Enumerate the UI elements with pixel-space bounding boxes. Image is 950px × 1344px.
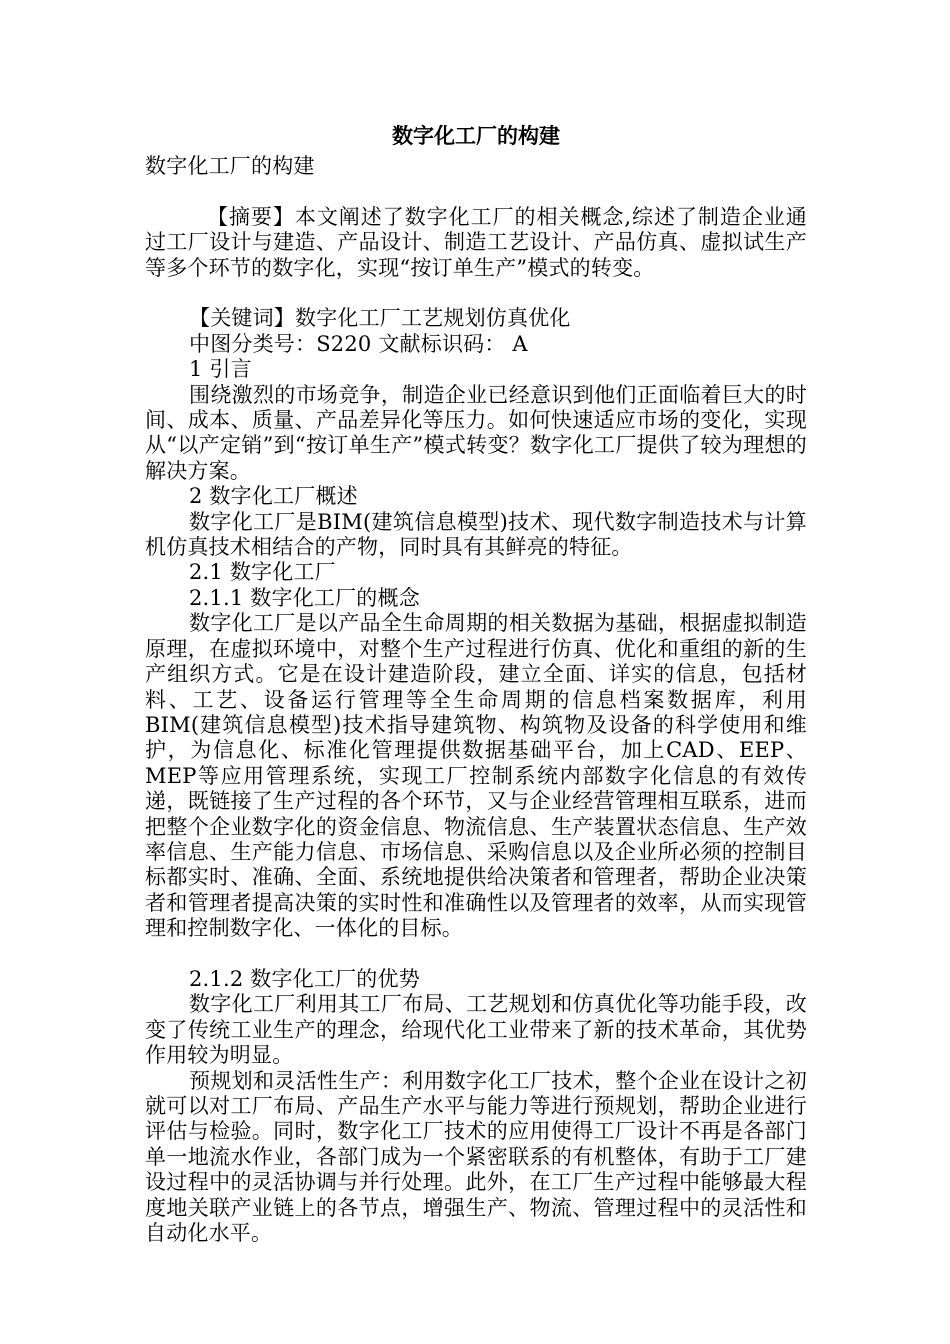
section-2-1-2-heading: 2.1.2 数字化工厂的优势 [189,966,420,991]
blank-line [145,942,807,967]
section-1-heading: 1 引言 [189,357,252,382]
section-2-paragraph: 数字化工厂是BIM(建筑信息模型)技术、现代数字制造技术与计算机仿真技术相结合的产物，同时具有其鲜亮的特征。 [145,509,807,560]
section-2-1-heading: 2.1 数字化工厂 [189,560,336,585]
abstract-paragraph: 【摘要】本文阐述了数字化工厂的相关概念,综述了制造企业通过工厂设计与建造、产品设计、制造工艺设计、产品仿真、虚拟试生产等多个环节的数字化，实现“按订单生产”模式的转变。 [145,204,807,280]
blank-line [145,281,807,306]
section-2-1-1-heading: 2.1.1 数字化工厂的概念 [189,585,420,610]
document-subtitle: 数字化工厂的构建 [145,154,315,178]
document-title: 数字化工厂的构建 [392,124,560,148]
blank-line [145,179,807,204]
document-page [145,118,807,1246]
section-2-1-2-paragraph-2: 预规划和灵活性生产：利用数字化工厂技术，整个企业在设计之初就可以对工厂布局、产品生产水平与能力等进行预规划，帮助企业进行评估与检验。同时，数字化工厂技术的应用使得工厂设计不再是各部门单一地流水作业，各部门成为一个紧密联系的有机整体，有助于工厂建设过程中的灵活协调与并行处理。此外，在工厂生产过程中能够最大程度地关联产业链上的各节点，增强生产、物流、管理过程中的灵活性和自动化水平。 [145,1068,807,1246]
section-1-paragraph: 围绕激烈的市场竞争，制造企业已经意识到他们正面临着巨大的时间、成本、质量、产品差异化等压力。如何快速适应市场的变化，实现从“以产定销”到“按订单生产”模式转变？数字化工厂提供了较为理想的解决方案。 [145,382,807,483]
section-2-heading: 2 数字化工厂概述 [189,484,358,509]
classification-line: 中图分类号：S220 文献标识码： A [189,331,528,356]
section-2-1-1-paragraph: 数字化工厂是以产品全生命周期的相关数据为基础，根据虚拟制造原理，在虚拟环境中，对整个生产过程进行仿真、优化和重组的新的生产组织方式。它是在设计建造阶段，建立全面、详实的信息，包括材料、工艺、设备运行管理等全生命周期的信息档案数据库，利用BIM(建筑信息模型)技术指导建筑物、构筑物及设备的科学使用和维护，为信息化、标准化管理提供数据基础平台，加上CAD、EEP、MEP等应用管理系统，实现工厂控制系统内部数字化信息的有效传递，既链接了生产过程的各个环节，又与企业经营管理相互联系，进而把整个企业数字化的资金信息、物流信息、生产装置状态信息、生产效率信息、生产能力信息、市场信息、采购信息以及企业所必须的控制目标都实时、准确、全面、系统地提供给决策者和管理者，帮助企业决策者和管理者提高决策的实时性和准确性以及管理者的效率，从而实现管理和控制数字化、一体化的目标。 [145,611,807,941]
keywords-line: 【关键词】数字化工厂工艺规划仿真优化 [189,306,571,331]
section-2-1-2-paragraph: 数字化工厂利用其工厂布局、工艺规划和仿真优化等功能手段，改变了传统工业生产的理念，给现代化工业带来了新的技术革命，其优势作用较为明显。 [145,992,807,1068]
